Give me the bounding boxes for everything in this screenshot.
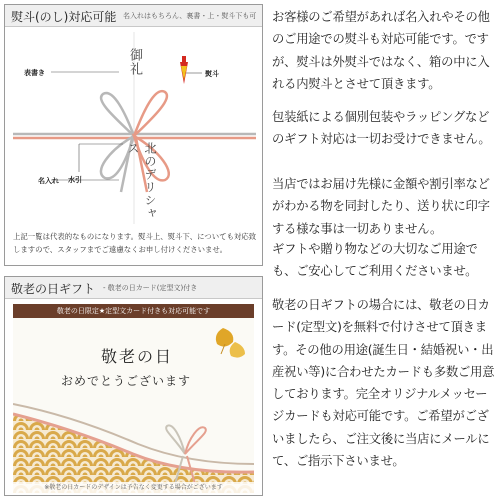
omotegaki-text: 御礼 (127, 48, 142, 76)
noshi-panel-header (5, 5, 262, 27)
keirou-panel-header (5, 277, 262, 299)
keirou-card-image (13, 304, 254, 493)
noshi-note: 上記一覧は代表的なものになります。熨斗上、熨斗下、についても対応致しますので、スタッフまでご遠慮なくお申し付けくださいませ。 (13, 232, 257, 254)
paragraph-wrapping: 包装紙による個別包装やラッピングなどのギフト対応は一切お受けできません。 (272, 110, 491, 147)
mizuhiki-label: 水引 (68, 176, 82, 184)
noshi-diagram (13, 32, 256, 224)
keirou-panel (4, 276, 263, 496)
naire-label: 名入れ (38, 177, 59, 185)
omotegaki-label: 表書き (24, 69, 45, 77)
keirou-card-title: 敬老の日 (101, 347, 174, 366)
keirou-card-banner: 敬老の日限定★定型文カード付きも対応可能です (13, 304, 254, 318)
noshi-panel-title: 熨斗(のし)対応可能 (11, 10, 117, 24)
keirou-card-caption: ※敬老の日カードのデザインは予告なく変更する場合がございます (13, 482, 254, 493)
noshi-ornament-icon (180, 56, 188, 84)
keirou-panel-title: 敬老の日ギフト (11, 282, 96, 296)
seigaiha-wave-pattern (13, 304, 254, 493)
naire-text: 北のデリシャス (126, 142, 157, 220)
paragraph-privacy: 当店ではお届け先様に金額や割引率などがわかる物を同封したり、送り状に印字する様な事は一切ありません。 (272, 177, 490, 236)
noshi-panel-subtitle: 名入れはもちろん、裏書・上・熨斗下も可 (123, 12, 257, 20)
paragraph-keirou-card: 敬老の日ギフトの場合には、敬老の日カード(定型文)を無料で付けさせて頂きます。その他の用途(誕生日・結婚祝い・出産祝い等)に合わせたカードも多数ご用意しております。完全オリジナルメッセージカードも対応可能です。ご希望がございましたら、ご注文後に当店にメールにて、ご指示下さいませ。 (272, 298, 495, 469)
paragraph-noshi: お客様のご希望があれば名入れやその他のご用途での熨斗も対応可能です。ですが、熨斗は外熨斗ではなく、箱の中に入れる内熨斗とさせて頂きます。 (272, 10, 490, 91)
ginkgo-leaf-icon (230, 342, 245, 358)
keirou-panel-subtitle: - 敬老の日カード(定型文)付き (103, 284, 198, 292)
paragraph-reassurance: ギフトや贈り物などの大切なご用途でも、ご安心してご利用くださいませ。 (272, 242, 478, 279)
noshi-panel (4, 4, 263, 266)
keirou-card-message: おめでとうございます (61, 374, 192, 388)
noshi-label: 熨斗 (205, 70, 219, 78)
